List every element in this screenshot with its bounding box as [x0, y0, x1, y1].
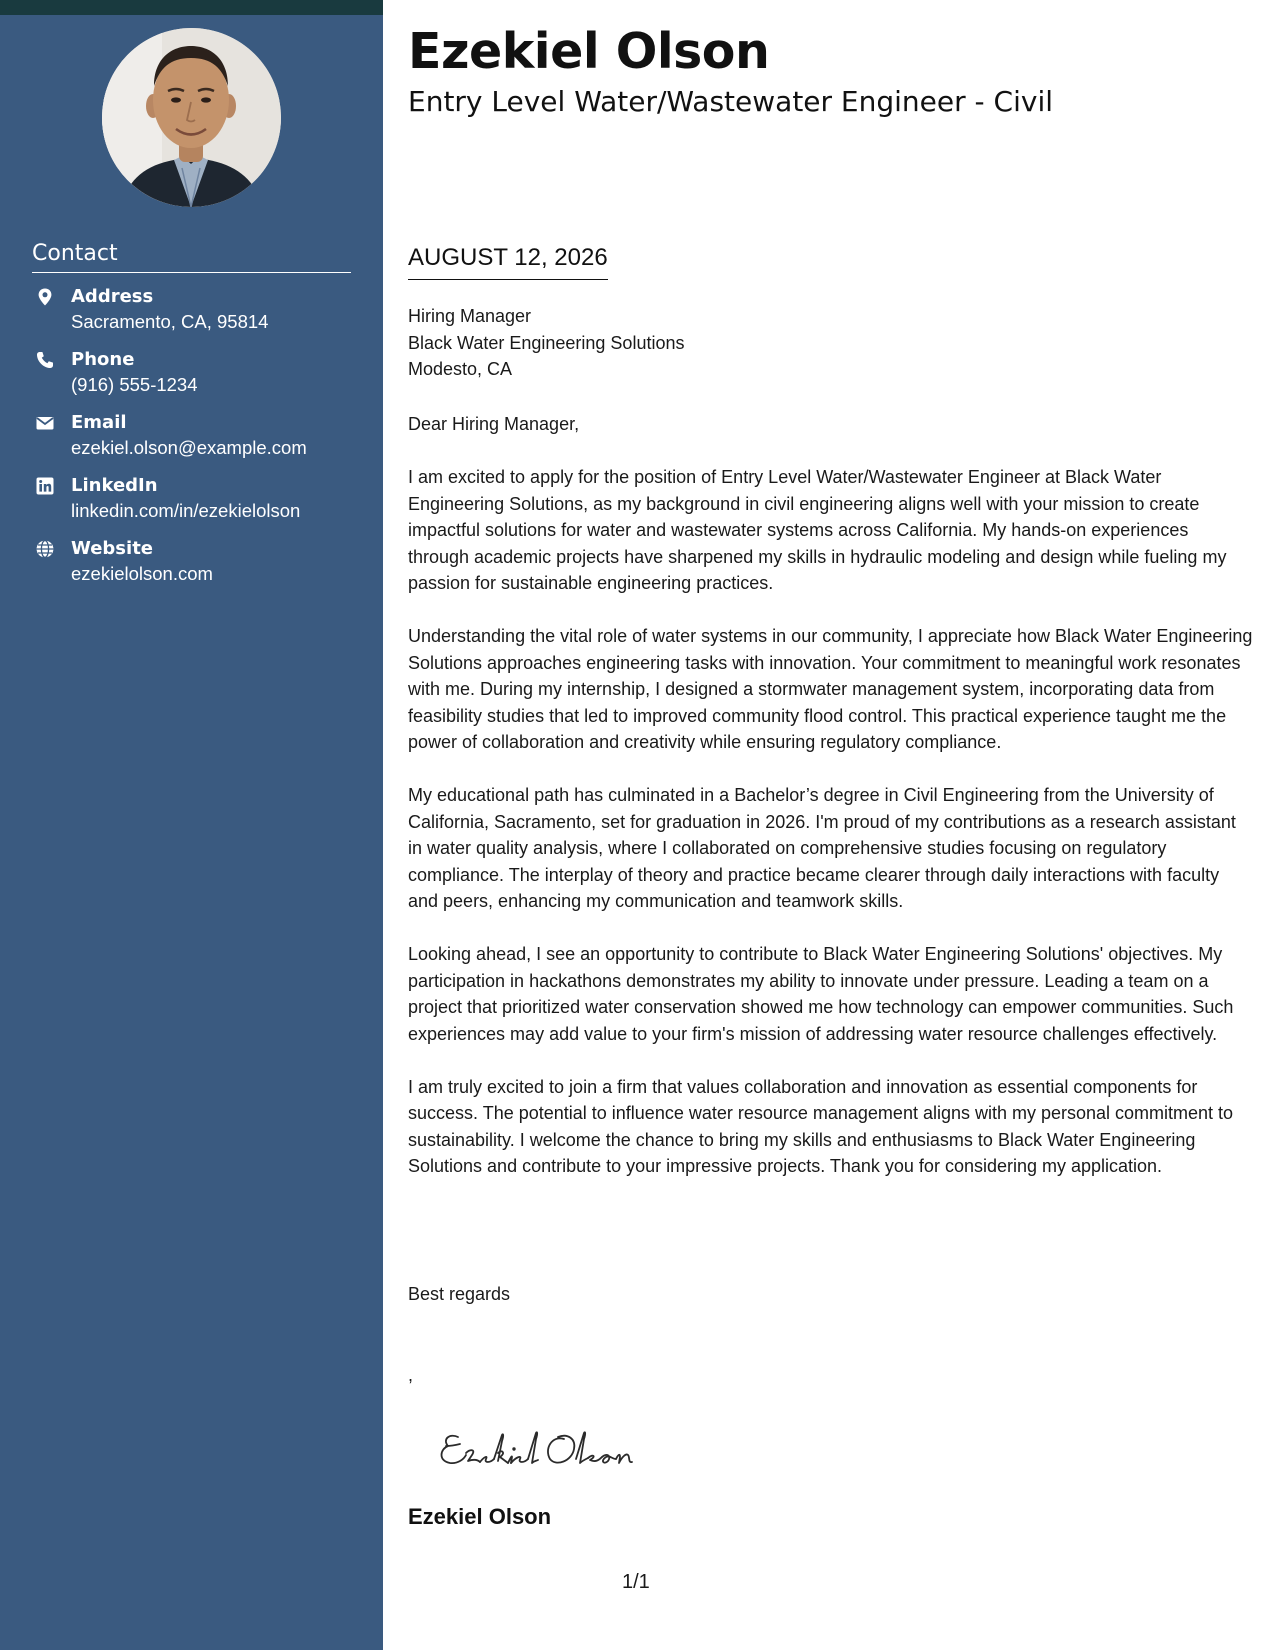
contact-heading: Contact — [32, 240, 351, 273]
paragraph-1: I am excited to apply for the position of Entry Level Water/Wastewater Engineer at Black Water Engineering Solutions, as my background in civil engineering aligns well with your mission to create impactful solutions for water and wastewater systems across California. My hands-on experiences through academic projects have sharpened my skills in hydraulic modeling and design while fueling my passion for sustainable engineering practices. — [408, 467, 1227, 593]
profile-photo — [102, 28, 281, 207]
letter-body — [408, 464, 1253, 1206]
email-value[interactable]: ezekiel.olson@example.com — [71, 437, 307, 458]
phone-icon — [36, 351, 54, 369]
letter-date: AUGUST 12, 2026 — [408, 243, 608, 280]
linkedin-value[interactable]: linkedin.com/in/ezekielolson — [71, 500, 301, 521]
recipient-name: Hiring Manager — [408, 306, 532, 326]
applicant-name: Ezekiel Olson — [408, 23, 770, 80]
paragraph-5: I am truly excited to join a firm that values collaboration and innovation as essential components for success. The potential to influence water resource management aligns with my personal commitment to sustainability. I welcome the chance to bring my skills and enthusiasms to Black Water Engineering Solutions and contribute to your impressive projects. Thank you for considering my application. — [408, 1076, 1234, 1176]
closing-punctuation: , — [408, 1365, 414, 1385]
map-pin-icon — [36, 288, 54, 306]
salutation: Dear Hiring Manager, — [408, 414, 580, 434]
closing: Best regards — [408, 1284, 511, 1304]
job-title: Entry Level Water/Wastewater Engineer - Civil — [408, 85, 1053, 118]
contact-label-address: Address — [71, 286, 154, 307]
signed-name: Ezekiel Olson — [408, 1504, 552, 1529]
linkedin-icon — [36, 477, 54, 495]
contact-list — [32, 285, 362, 600]
contact-label-phone: Phone — [71, 349, 135, 370]
contact-label-email: Email — [71, 412, 127, 433]
contact-label-linkedin: LinkedIn — [71, 475, 158, 496]
globe-icon — [36, 540, 54, 558]
signature — [436, 1419, 656, 1479]
recipient-block — [408, 303, 684, 383]
address-value: Sacramento, CA, 95814 — [71, 311, 269, 332]
contact-item-address — [32, 285, 362, 348]
website-value[interactable]: ezekielolson.com — [71, 563, 213, 584]
phone-value: (916) 555-1234 — [71, 374, 198, 395]
sidebar-top-bar — [0, 0, 383, 15]
paragraph-2: Understanding the vital role of water systems in our community, I appreciate how Black Water Engineering Solutions approaches engineering tasks with innovation. Your commitment to meaningful work resonates with me. During my internship, I designed a stormwater management system, incorporating data from feasibility studies that led to improved community flood control. This practical experience taught me the power of collaboration and creativity while ensuring regulatory compliance. — [408, 626, 1253, 752]
contact-item-linkedin — [32, 474, 362, 537]
envelope-icon — [36, 414, 54, 432]
paragraph-3: My educational path has culminated in a Bachelor’s degree in Civil Engineering from the University of California, Sacramento, set for graduation in 2026. I'm proud of my contributions as a research assistant in water quality analysis, where I collaborated on comprehensive studies focusing on regulatory compliance. The interplay of theory and practice became clearer through daily interactions with faculty and peers, enhancing my communication and teamwork skills. — [408, 785, 1236, 911]
avatar — [102, 28, 281, 207]
contact-item-phone — [32, 348, 362, 411]
contact-item-email — [32, 411, 362, 474]
paragraph-4: Looking ahead, I see an opportunity to contribute to Black Water Engineering Solutions' objectives. My participation in hackathons demonstrates my ability to innovate under pressure. Leading a team on a project that prioritized water conservation showed me how technology can empower communities. Such experiences may add value to your firm's mission of addressing water resource challenges effectively. — [408, 944, 1234, 1044]
contact-item-website — [32, 537, 362, 600]
contact-label-website: Website — [71, 538, 154, 559]
recipient-location: Modesto, CA — [408, 359, 513, 379]
sidebar — [0, 0, 383, 1650]
page-number: 1/1 — [622, 1571, 650, 1593]
recipient-company: Black Water Engineering Solutions — [408, 332, 685, 353]
